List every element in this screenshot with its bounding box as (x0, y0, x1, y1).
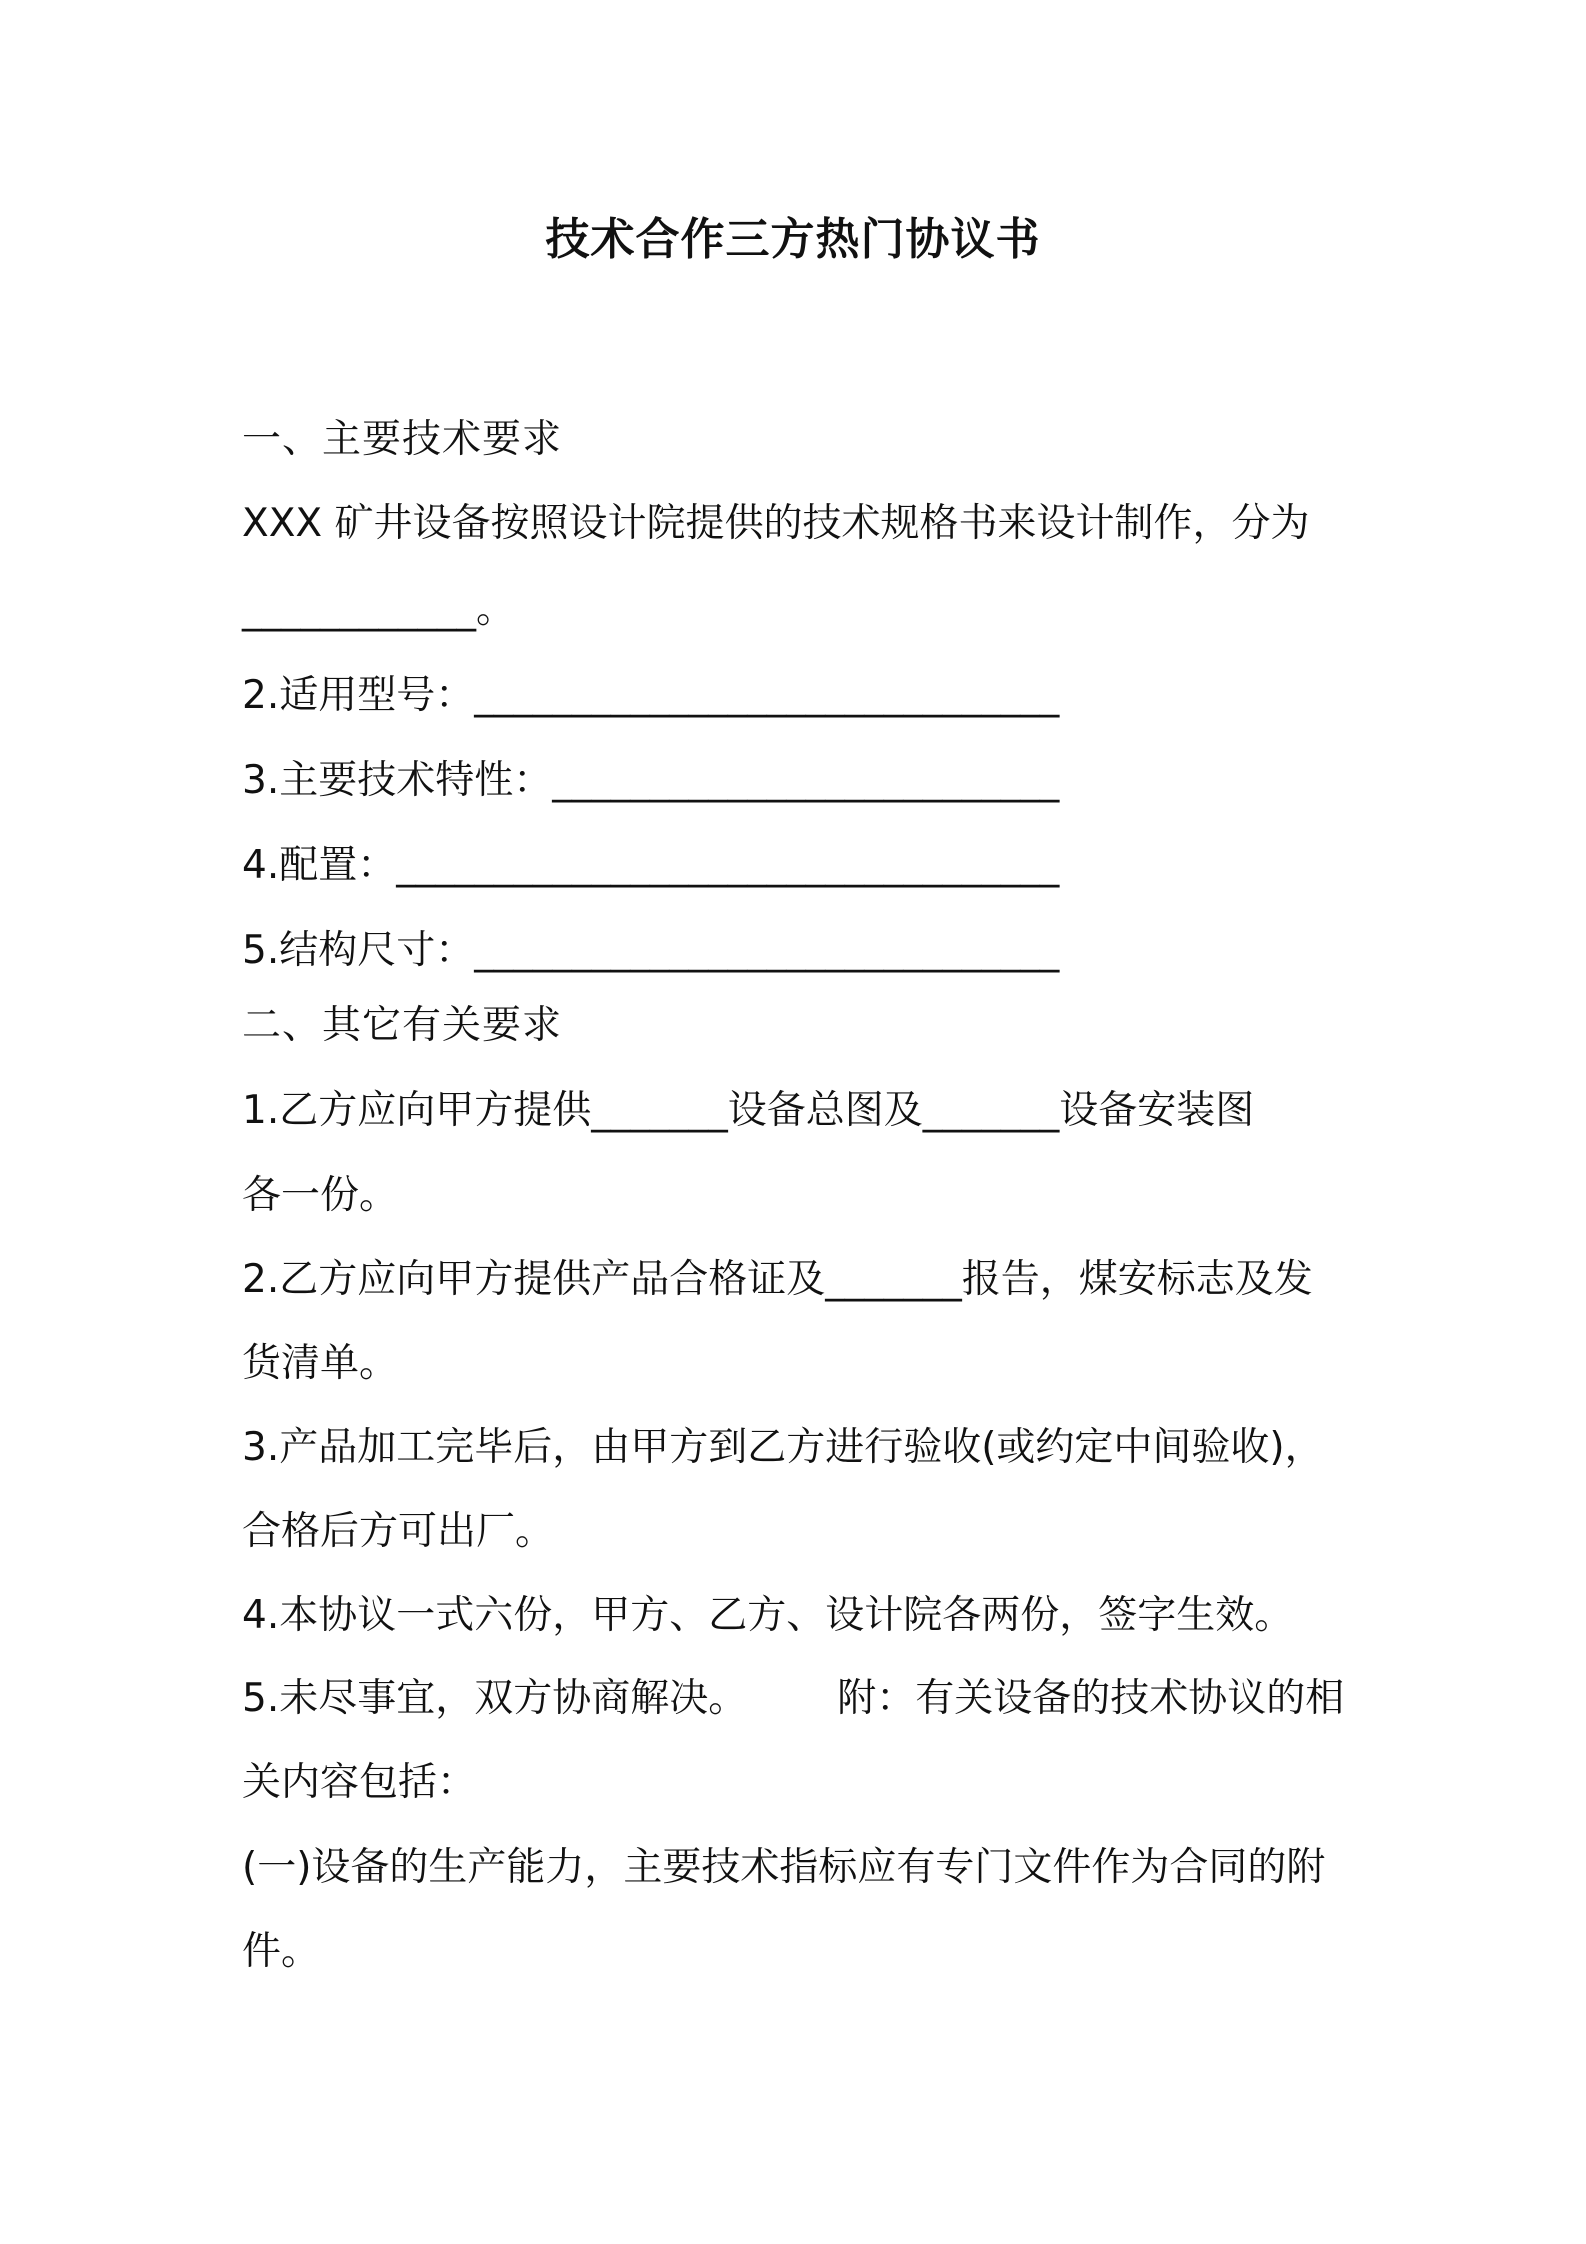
field-model-line: 2.适用型号：______________________________ (242, 673, 1060, 718)
field-tech-features-line: 3.主要技术特性：__________________________ (242, 758, 1060, 803)
paragraph-line: 件。 (242, 1929, 321, 1974)
paragraph-line: 1.乙方应向甲方提供_______设备总图及_______设备安装图 (242, 1088, 1255, 1133)
field-structure-size-line: 5.结构尺寸：______________________________ (242, 928, 1060, 973)
paragraph-line: 各一份。 (242, 1173, 399, 1218)
paragraph-line: XXX 矿井设备按照设计院提供的技术规格书来设计制作，分为 (242, 501, 1310, 546)
document-title: 技术合作三方热门协议书 (545, 214, 1041, 265)
paragraph-line (242, 1671, 1344, 1727)
appendix-intro-text: 附：有关设备的技术协议的相 (837, 1676, 1345, 1721)
section-heading-other-requirements: 二、其它有关要求 (242, 1003, 563, 1048)
section-heading-main-requirements: 一、主要技术要求 (242, 417, 563, 462)
item-5-text: 5.未尽事宜，双方协商解决。 (242, 1676, 748, 1721)
paragraph-line: (一)设备的生产能力，主要技术指标应有专门文件作为合同的附 (242, 1845, 1326, 1890)
paragraph-line: 3.产品加工完毕后，由甲方到乙方进行验收(或约定中间验收)， (242, 1425, 1324, 1470)
field-configuration-line: 4.配置：__________________________________ (242, 843, 1060, 888)
paragraph-line: 货清单。 (242, 1341, 399, 1386)
paragraph-line: 合格后方可出厂。 (242, 1509, 555, 1554)
paragraph-line: 关内容包括： (242, 1760, 477, 1805)
paragraph-line: ____________。 (242, 587, 516, 632)
paragraph-line: 4.本协议一式六份，甲方、乙方、设计院各两份，签字生效。 (242, 1593, 1294, 1638)
paragraph-line: 2.乙方应向甲方提供产品合格证及_______报告，煤安标志及发 (242, 1257, 1313, 1302)
